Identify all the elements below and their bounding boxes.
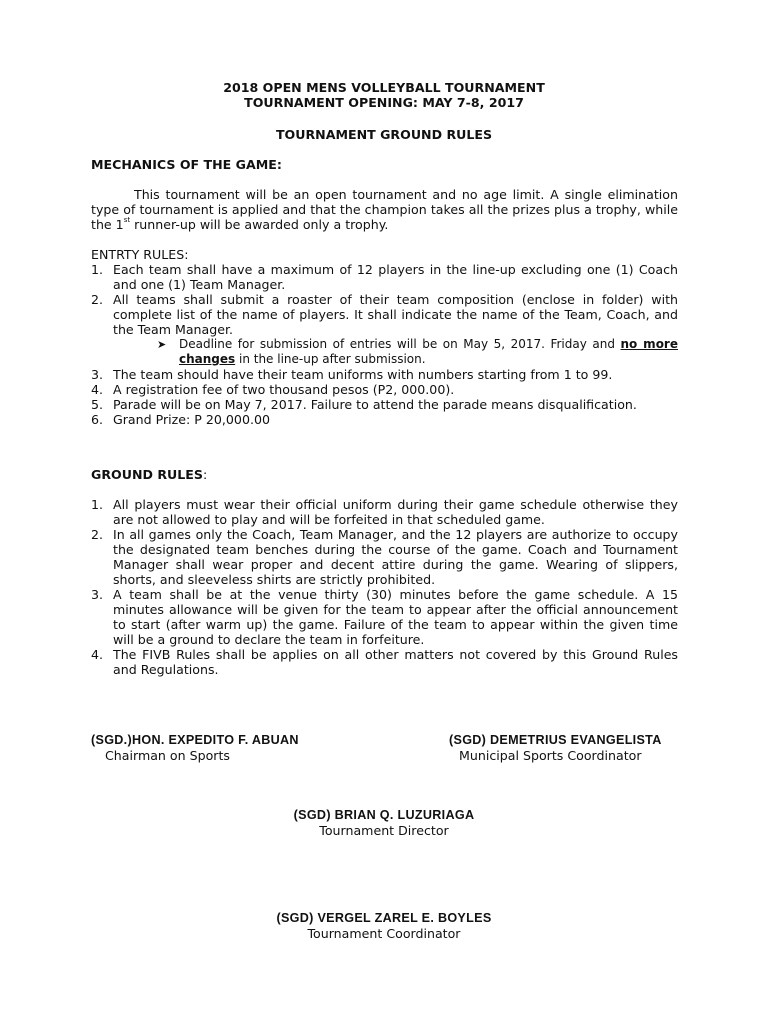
sub-bullet	[157, 337, 678, 367]
signatory-block-2	[449, 733, 709, 763]
signatory-name: (SGD) BRIAN Q. LUZURIAGA	[293, 808, 475, 822]
item-number: 3.	[91, 367, 104, 382]
signatory-title: Tournament Coordinator	[307, 926, 461, 941]
item-number: 4.	[91, 647, 104, 662]
item-number: 5.	[91, 397, 104, 412]
sub-bullet-text-end: in the line-up after submission.	[235, 352, 426, 366]
item-number: 4.	[91, 382, 104, 397]
item-text: Parade will be on May 7, 2017. Failure to attend the parade means disqualification.	[113, 397, 637, 412]
list-item	[91, 397, 678, 412]
sub-bullet-text: Deadline for submission of entries will be on May 5, 2017. Friday and	[179, 337, 621, 351]
item-text: Each team shall have a maximum of 12 players in the line-up excluding one (1) Coach and one (1) Team Manager.	[113, 262, 678, 292]
signatory-title: Tournament Director	[319, 823, 449, 838]
item-text: The team should have their team uniforms with numbers starting from 1 to 99.	[113, 367, 613, 382]
item-number: 2.	[91, 527, 104, 542]
item-text: Grand Prize: P 20,000.00	[113, 412, 270, 427]
list-item	[91, 527, 678, 587]
title-line-1: 2018 OPEN MENS VOLLEYBALL TOURNAMENT	[223, 80, 545, 95]
item-text: The FIVB Rules shall be applies on all other matters not covered by this Ground Rules and Regulations.	[113, 647, 678, 677]
item-number: 1.	[91, 497, 104, 512]
sub-bullet-bold-1: no more	[620, 337, 678, 351]
signatory-title: Chairman on Sports	[105, 748, 230, 763]
entry-rules-heading: ENTRTY RULES:	[91, 247, 189, 262]
mechanics-text-2: runner-up will be awarded only a trophy.	[130, 217, 389, 232]
signatory-block-4	[234, 911, 534, 941]
item-number: 6.	[91, 412, 104, 427]
list-item	[91, 412, 678, 427]
title-line-3: TOURNAMENT GROUND RULES	[275, 127, 493, 142]
signatory-name: (SGD) DEMETRIUS EVANGELISTA	[449, 733, 662, 747]
ground-rules-heading-text: GROUND RULES	[91, 467, 203, 482]
mechanics-paragraph	[91, 187, 678, 232]
list-item	[91, 367, 678, 382]
item-number: 2.	[91, 292, 104, 307]
ground-rules-heading	[91, 467, 207, 482]
list-item	[91, 292, 678, 337]
mechanics-superscript: st	[123, 216, 131, 224]
sub-bullet-bold-2: changes	[179, 352, 236, 366]
item-text: In all games only the Coach, Team Manager, and the 12 players are authorize to occupy the designated team benches during the course of the game. Coach and Tournament Manager shall wear proper and decent attire during the game. Wearing of slippers, shorts, and sleeveless shirts are strictly prohibited.	[113, 527, 678, 587]
signatory-block-3	[234, 808, 534, 838]
item-number: 3.	[91, 587, 104, 602]
list-item	[91, 587, 678, 647]
ground-rules-heading-colon: :	[202, 467, 208, 482]
signatory-name: (SGD.)HON. EXPEDITO F. ABUAN	[91, 733, 299, 747]
list-item	[91, 497, 678, 527]
mechanics-heading: MECHANICS OF THE GAME:	[91, 157, 282, 172]
ground-rules-list	[91, 497, 678, 677]
item-text: All players must wear their official uniform during their game schedule otherwise they are not allowed to play and will be forfeited in that scheduled game.	[113, 497, 678, 527]
signatory-name: (SGD) VERGEL ZAREL E. BOYLES	[276, 911, 492, 925]
item-text: All teams shall submit a roaster of their team composition (enclose in folder) with complete list of the name of players. It shall indicate the name of the Team, Coach, and the Team Manager.	[113, 292, 678, 337]
signatory-block-1	[91, 733, 351, 763]
title-line-2: TOURNAMENT OPENING: MAY 7-8, 2017	[244, 95, 524, 110]
arrow-bullet-icon: ➤	[157, 338, 167, 351]
list-item	[91, 647, 678, 677]
item-text: A team shall be at the venue thirty (30) minutes before the game schedule. A 15 minutes allowance will be given for the team to appear after the official announcement to start (after warm up) the game. Failure of the team to appear within the given time will be a ground to declare the team in forfeiture.	[113, 587, 678, 647]
item-number: 1.	[91, 262, 104, 277]
list-item	[91, 262, 678, 292]
item-text: A registration fee of two thousand pesos (P2, 000.00).	[113, 382, 455, 397]
mechanics-text-1: This tournament will be an open tournament and no age limit. A single elimination type of tournament is applied and that the champion takes all the prizes plus a trophy, while the 1	[91, 187, 678, 232]
list-item	[91, 382, 678, 397]
signatory-title: Municipal Sports Coordinator	[459, 748, 642, 763]
entry-rules-list	[91, 262, 678, 427]
